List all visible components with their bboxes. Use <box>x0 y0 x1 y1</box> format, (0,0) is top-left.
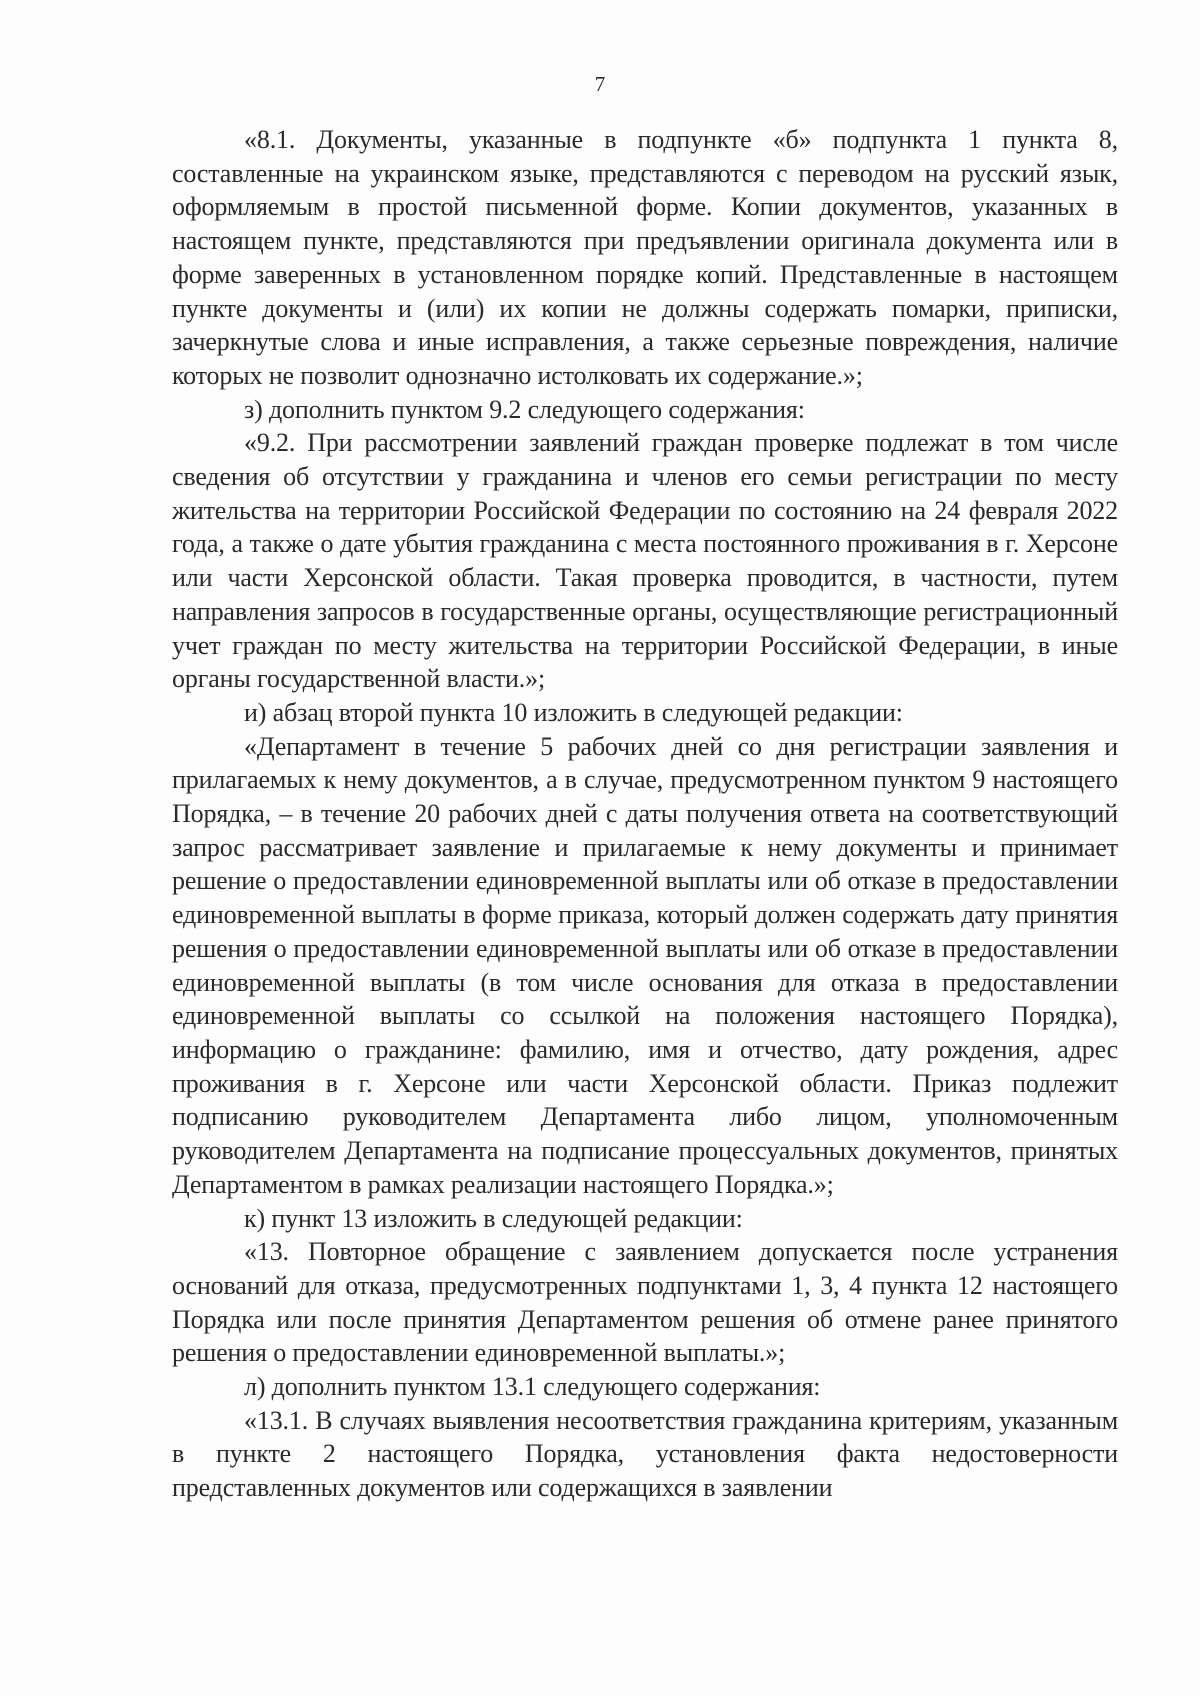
amendment-item-l: л) дополнить пунктом 13.1 следующего содержания: <box>244 1372 821 1402</box>
page-number: 7 <box>594 72 606 96</box>
amendment-item-k: к) пункт 13 изложить в следующей редакции: <box>244 1203 743 1233</box>
paragraph-13: «13. Повторное обращение с заявлением допускается после устранения оснований для отказа, предусмотренных подпунктами 1, 3, 4 пункта 12 настоящего Порядка или после принятия Департаментом решения об отмене ранее принятого решения о предоставлении единовременной выплаты.»; <box>172 1237 1118 1368</box>
paragraph-10-text: «Департамент в течение 5 рабочих дней со дня регистрации заявления и прилагаемых к нему документов, а в случае, предусмотренном пунктом 9 настоящего Порядка, – в течение 20 рабочих дней с даты получения ответа на соответствующий запрос рассматривает заявление и прилагаемые к нему документы и принимает решение о предоставлении единовременной выплаты или об отказе в предоставлении единовременной выплаты в форме приказа, который должен содержать дату принятия решения о предоставлении единовременной выплаты или об отказе в предоставлении единовременной выплаты (в том числе основания для отказа в предоставлении единовременной выплаты со ссылкой на положения настоящего Порядка), информацию о гражданине: фамилию, имя и отчество, дату рождения, адрес проживания в г. Херсоне или части Херсонской области. Приказ подлежит подписанию руководителем Департамента либо лицом, уполномоченным руководителем Департамента на подписание процессуальных документов, принятых Департаментом в рамках реализации настоящего Порядка.»; <box>172 731 1118 1199</box>
paragraph-8-1: «8.1. Документы, указанные в подпункте «б» подпункта 1 пункта 8, составленные на украинском языке, представляются с переводом на русский язык, оформляемым в простой письменной форме. Копии документов, указанных в настоящем пункте, представляются при предъявлении оригинала документа или в форме заверенных в установленном порядке копий. Представленные в настоящем пункте документы и (или) их копии не должны содержать помарки, приписки, зачеркнутые слова и иные исправления, а также серьезные повреждения, наличие которых не позволит однозначно истолковать их содержание.»; <box>172 125 1118 390</box>
document-body <box>172 123 1118 1505</box>
paragraph-13-1: «13.1. В случаях выявления несоответствия гражданина критериям, указанным в пункте 2 настоящего Порядка, установления факта недостоверности представленных документов или содержащихся в заявлении <box>172 1405 1118 1503</box>
amendment-item-z: з) дополнить пунктом 9.2 следующего содержания: <box>244 394 805 424</box>
amendment-item-i: и) абзац второй пункта 10 изложить в следующей редакции: <box>244 697 903 727</box>
paragraph-9-2: «9.2. При рассмотрении заявлений граждан проверке подлежат в том числе сведения об отсутствии у гражданина и членов его семьи регистрации по месту жительства на территории Российской Федерации по состоянию на 24 февраля 2022 года, а также о дате убытия гражданина с места постоянного проживания в г. Херсоне или части Херсонской области. Такая проверка проводится, в частности, путем направления запросов в государственные органы, осуществляющие регистрационный учет граждан по месту жительства на территории Российской Федерации, в иные органы государственной власти.»; <box>172 428 1118 694</box>
